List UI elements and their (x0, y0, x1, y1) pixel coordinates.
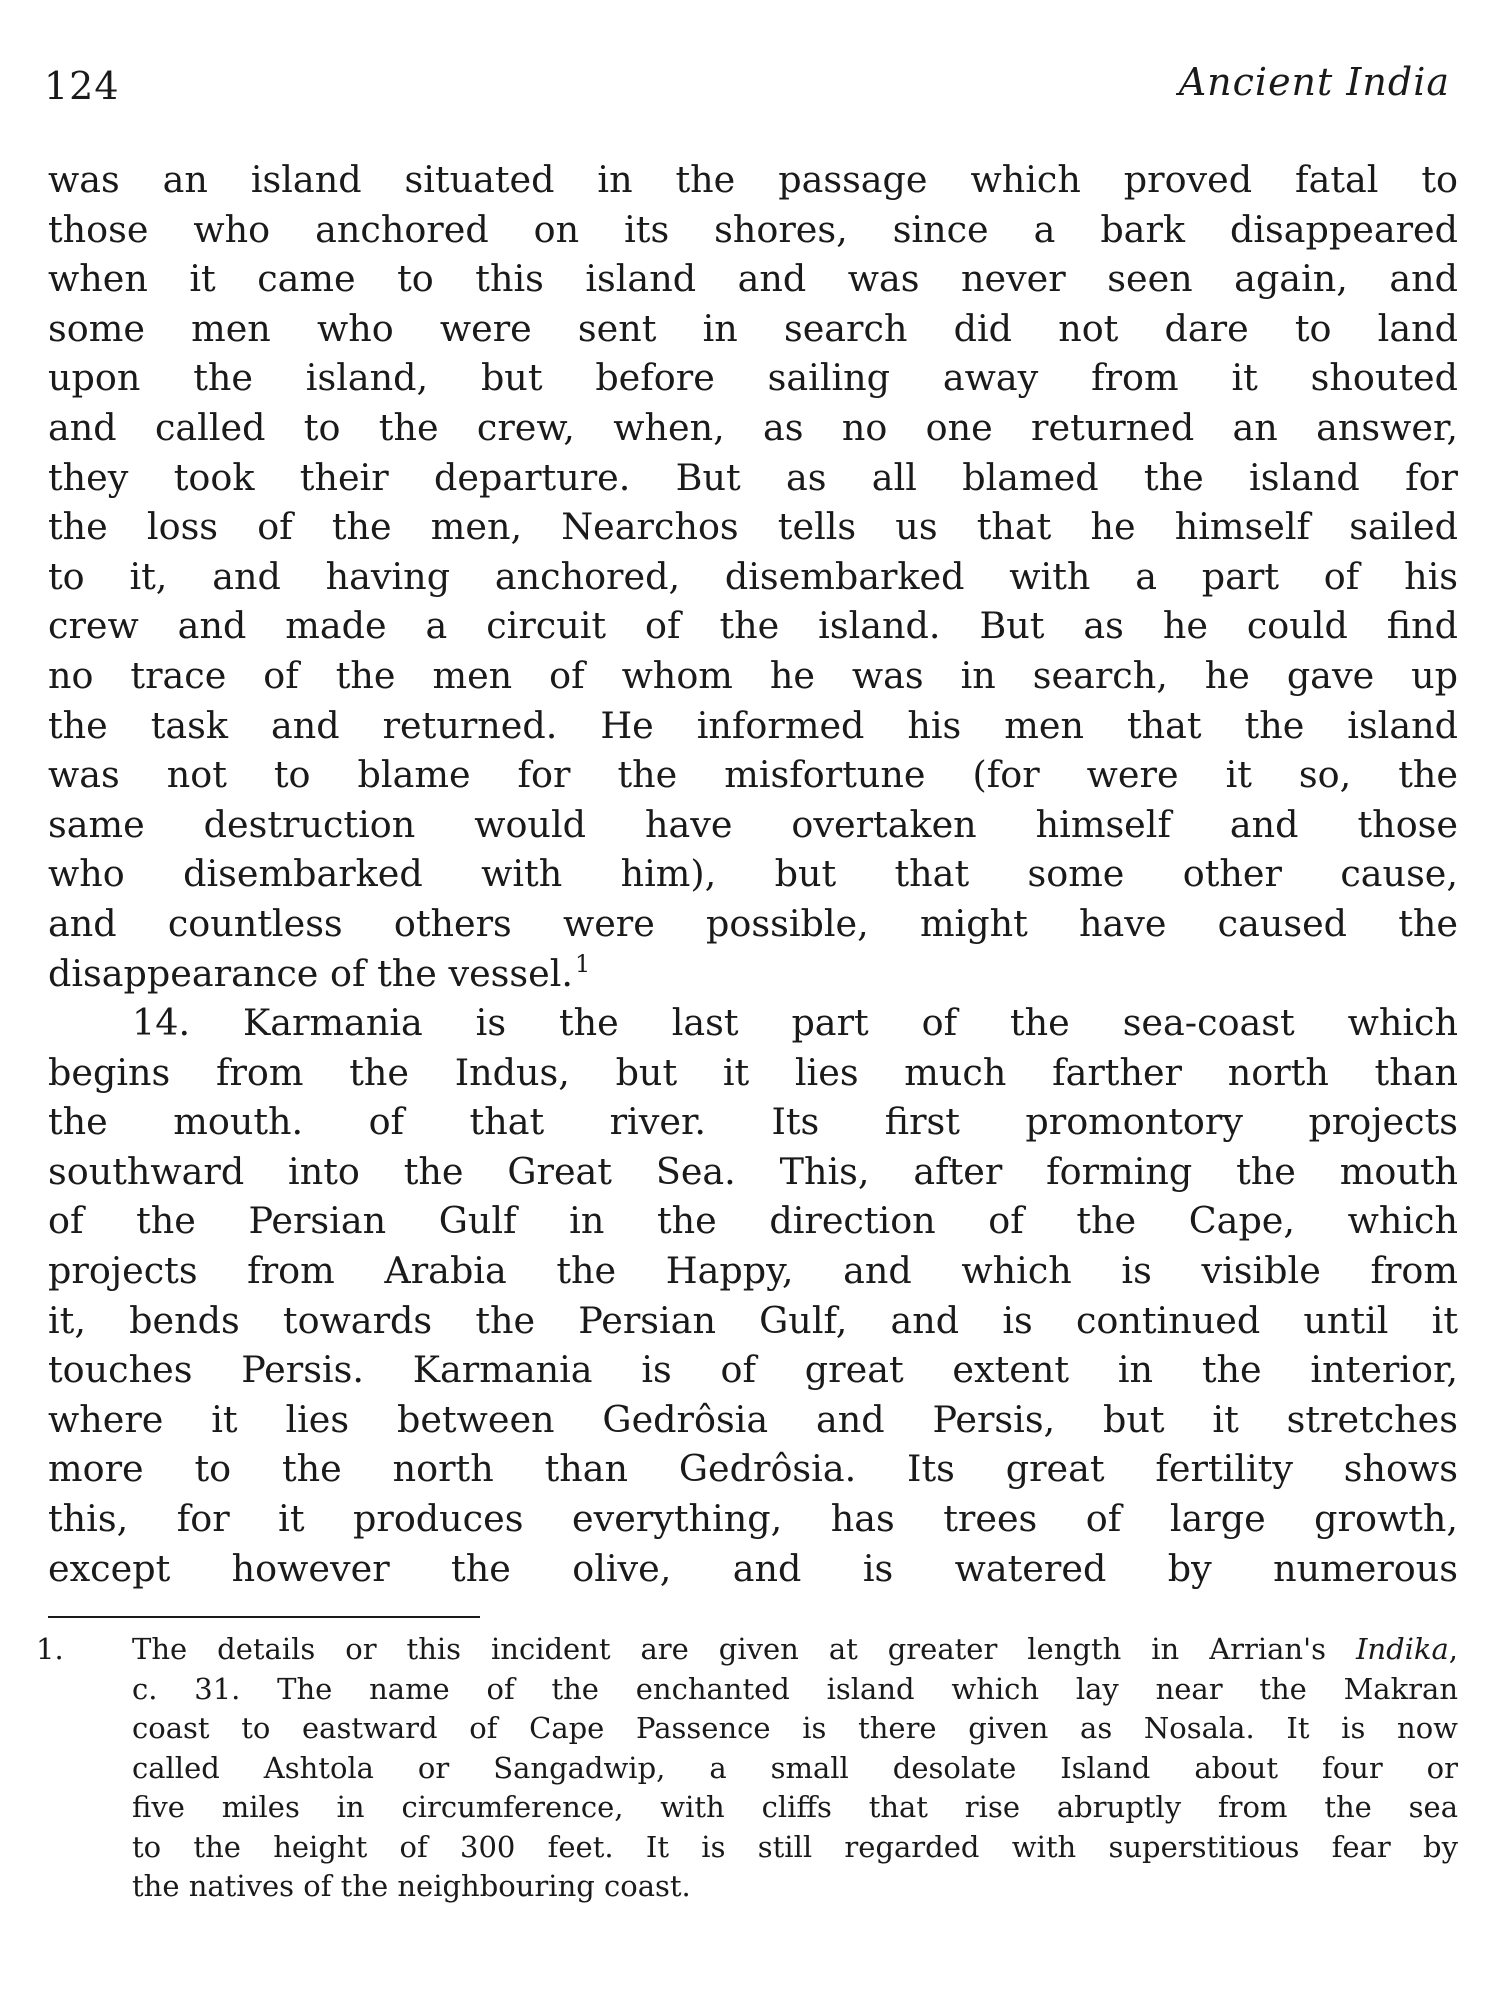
body-line: the mouth. of that river. Its first promontory projects (48, 1100, 1458, 1144)
body-line: the task and returned. He informed his men that the island (48, 703, 1458, 747)
body-line: upon the island, but before sailing away from it shouted (48, 356, 1458, 400)
footnote-line: coast to eastward of Cape Passence is there given as Nosala. It is now (132, 1711, 1458, 1745)
footnote-line (132, 1630, 1458, 1670)
body-line: when it came to this island and was never seen again, and (48, 257, 1458, 301)
body-line: to it, and having anchored, disembarked with a part of his (48, 554, 1458, 598)
body-line: and called to the crew, when, as no one returned an answer, (48, 405, 1458, 449)
body-line: and countless others were possible, might have caused the (48, 901, 1458, 945)
footnote-line: to the height of 300 feet. It is still regarded with superstitious fear by (132, 1829, 1458, 1864)
body-line: this, for it produces everything, has trees of large growth, (48, 1497, 1458, 1541)
body-line: except however the olive, and is watered by numerous (48, 1546, 1458, 1590)
body-line: projects from Arabia the Happy, and which is visible from (48, 1249, 1458, 1293)
footnote-text-before: The details or this incident are given at greater length in Arrian's (132, 1632, 1356, 1666)
body-line: those who anchored on its shores, since a bark disappeared (48, 207, 1458, 251)
body-line: was not to blame for the misfortune (for were it so, the (48, 753, 1458, 797)
body-line: the loss of the men, Nearchos tells us that he himself sailed (48, 505, 1458, 549)
footnote-number: 1. (36, 1632, 64, 1666)
footnote-reference[interactable]: 1 (575, 949, 591, 978)
body-line-paragraph-start: 14. Karmania is the last part of the sea-coast which (132, 1001, 1458, 1045)
body-line-text: disappearance of the vessel. (48, 951, 574, 995)
body-line-paragraph-end (48, 949, 1458, 999)
footnote-divider (48, 1616, 480, 1618)
body-line: was an island situated in the passage which proved fatal to (48, 158, 1458, 201)
footnote-line: called Ashtola or Sangadwip, a small desolate Island about four or (132, 1750, 1458, 1785)
footnote-book-title: Indika (1355, 1632, 1449, 1666)
body-line: more to the north than Gedrôsia. Its great fertility shows (48, 1447, 1458, 1491)
body-line: who disembarked with him), but that some other cause, (48, 852, 1458, 896)
body-text (48, 155, 1458, 1593)
body-line: no trace of the men of whom he was in search, he gave up (48, 653, 1458, 697)
body-line: it, bends towards the Persian Gulf, and is continued until it (48, 1298, 1458, 1342)
body-line: same destruction would have overtaken himself and those (48, 802, 1458, 846)
page-number: 124 (44, 64, 120, 108)
body-line: of the Persian Gulf in the direction of the Cape, which (48, 1199, 1458, 1243)
footnote-line: the natives of the neighbouring coast. (132, 1869, 691, 1903)
body-line: begins from the Indus, but it lies much farther north than (48, 1050, 1458, 1094)
body-line: some men who were sent in search did not dare to land (48, 306, 1458, 350)
body-line: where it lies between Gedrôsia and Persis, but it stretches (48, 1397, 1458, 1441)
footnote-text-after: , (1448, 1632, 1458, 1666)
running-head-title: Ancient India (1178, 60, 1450, 104)
footnote-text (132, 1630, 1458, 1907)
body-line: they took their departure. But as all blamed the island for (48, 455, 1458, 499)
body-line: southward into the Great Sea. This, after forming the mouth (48, 1149, 1458, 1193)
footnote-line: five miles in circumference, with cliffs that rise abruptly from the sea (132, 1790, 1458, 1824)
footnote-line: c. 31. The name of the enchanted island which lay near the Makran (132, 1671, 1458, 1706)
body-line: crew and made a circuit of the island. But as he could find (48, 604, 1458, 648)
body-line: touches Persis. Karmania is of great extent in the interior, (48, 1348, 1458, 1392)
